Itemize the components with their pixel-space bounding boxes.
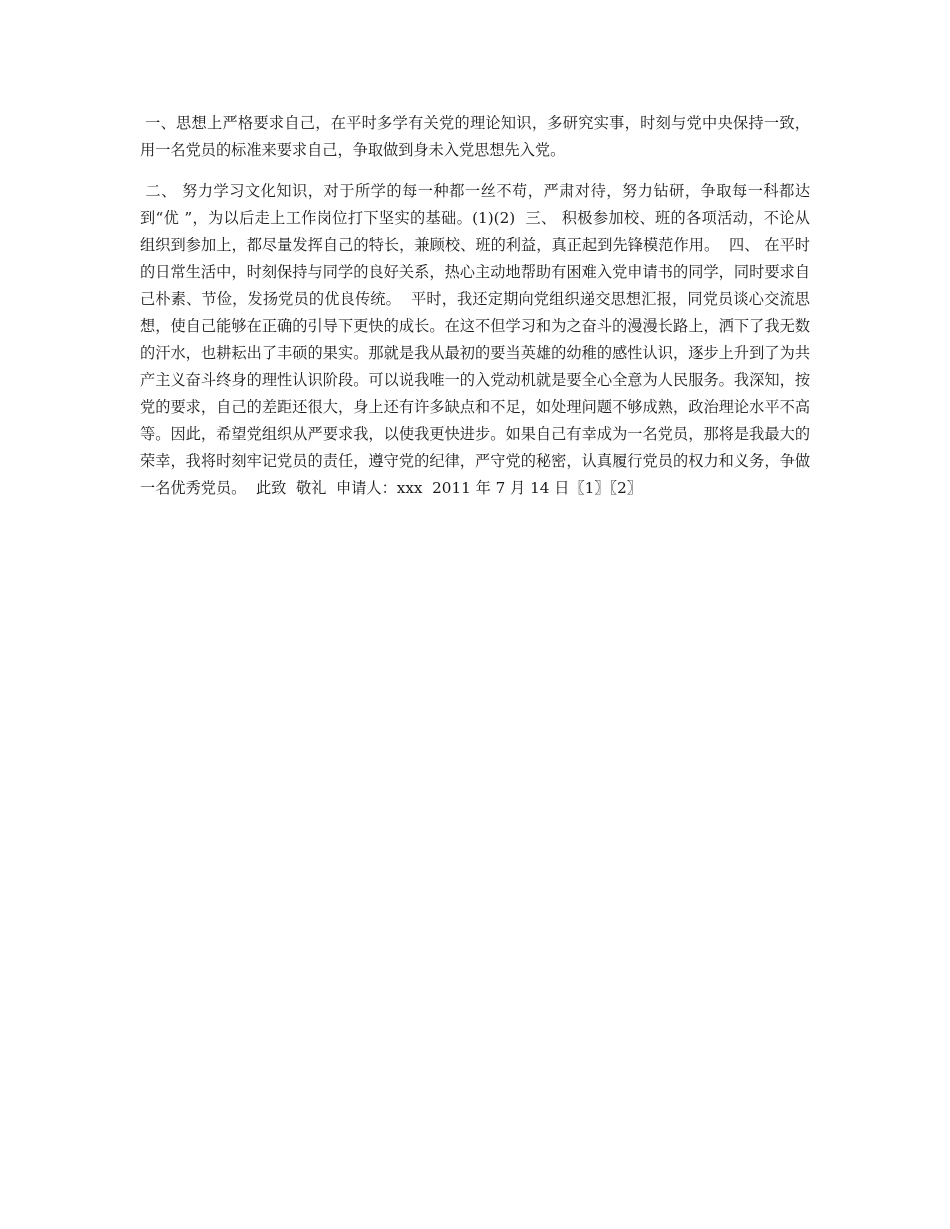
document-body [140,110,810,516]
paragraph-1: 一、思想上严格要求自己，在平时多学有关党的理论知识，多研究实事，时刻与党中央保持一致，用一名党员的标准来要求自己，争取做到身未入党思想先入党。 [140,114,810,159]
paragraph-2: 二、 努力学习文化知识，对于所学的每一种都一丝不苟，严肃对待，努力钻研，争取每一科都达到“优 ”，为以后走上工作岗位打下坚实的基础。(1)(2) 三、 积极参加校、班的各项活动，不论从组织到参加上，都尽量发挥自己的特长，兼顾校、班的利益，真正起到先锋模范作用。 四、 在平时的日常生活中，时刻保持与同学的良好关系，热心主动地帮助有困难入党申请书的同学，同时要求自己朴素、节俭，发扬党员的优良传统。 平时，我还定期向党组织递交思想汇报，同党员谈心交流思想，使自己能够在正确的引导下更快的成长。在这不但学习和为之奋斗的漫漫长路上，洒下了我无数的汗水，也耕耘出了丰硕的果实。那就是我从最初的要当英雄的幼稚的感性认识，逐步上升到了为共产主义奋斗终身的理性认识阶段。可以说我唯一的入党动机就是要全心全意为人民服务。我深知，按党的要求，自己的差距还很大，身上还有许多缺点和不足，如处理问题不够成熟，政治理论水平不高等。因此，希望党组织从严要求我，以使我更快进步。如果自己有幸成为一名党员，那将是我最大的荣幸，我将时刻牢记党员的责任，遵守党的纪律，严守党的秘密，认真履行党员的权力和义务，争做一名优秀党员。 此致 敬礼 申请人：xxx 2011 年 7 月 14 日〖1〗〖2〗 [140,182,811,497]
